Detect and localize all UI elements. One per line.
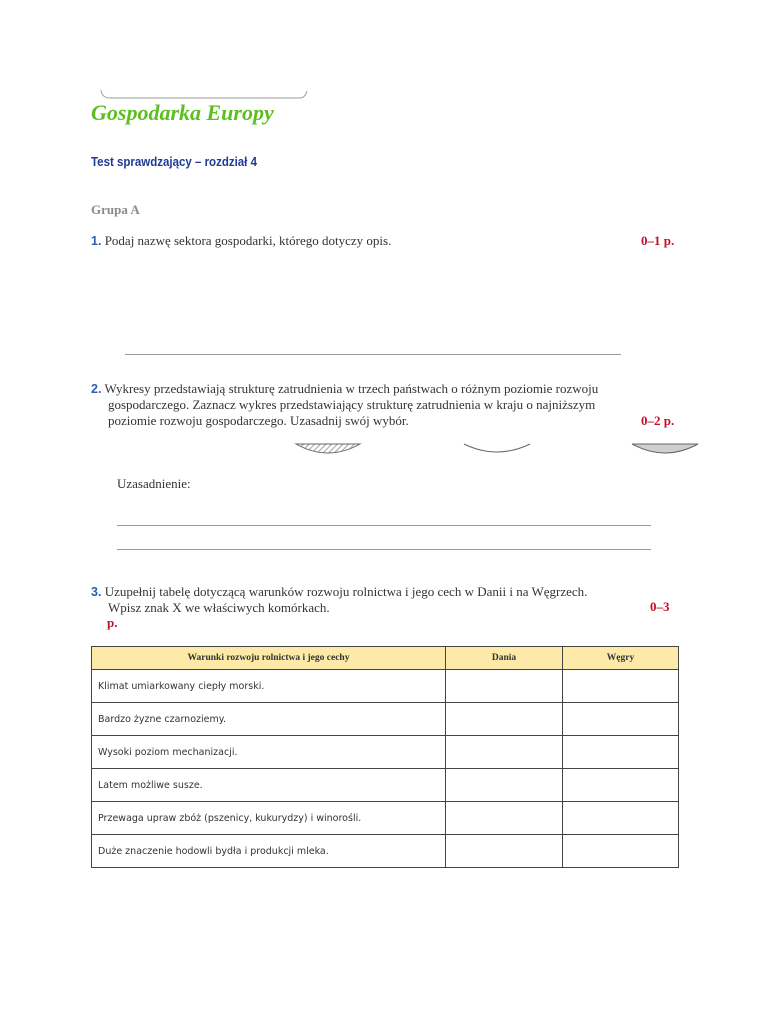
question-1 xyxy=(91,233,631,249)
header-conditions: Warunki rozwoju rolnictwa i jego cechy xyxy=(92,647,446,670)
table-row xyxy=(92,802,679,835)
table-row xyxy=(92,835,679,868)
cell-hungary[interactable] xyxy=(563,703,679,736)
question-2-number: 2. xyxy=(91,382,102,396)
question-3-points: 0–3 xyxy=(650,599,670,614)
question-3 xyxy=(91,584,651,616)
cell-denmark[interactable] xyxy=(446,670,563,703)
cell-hungary[interactable] xyxy=(563,670,679,703)
question-1-number: 1. xyxy=(91,234,102,248)
agriculture-table xyxy=(91,646,679,868)
question-2-points: 0–2 p. xyxy=(641,413,675,428)
test-subtitle: Test sprawdzający – rozdział 4 xyxy=(91,155,257,169)
question-2 xyxy=(91,381,651,429)
question-3-line-1: Uzupełnij tabelę dotyczącą warunków rozwoju rolnictwa i jego cech w Danii i na Węgrzech. xyxy=(104,584,588,599)
question-1-points: 0–1 p. xyxy=(641,233,675,248)
cell-hungary[interactable] xyxy=(563,769,679,802)
cell-denmark[interactable] xyxy=(446,835,563,868)
chart-b-fragment[interactable] xyxy=(464,444,530,452)
table-row xyxy=(92,703,679,736)
row-label: Przewaga upraw zbóż (pszenicy, kukurydzy) i winorośli. xyxy=(92,802,446,835)
cell-denmark[interactable] xyxy=(446,769,563,802)
cell-hungary[interactable] xyxy=(563,835,679,868)
answer-line-1[interactable] xyxy=(125,354,621,355)
cell-hungary[interactable] xyxy=(563,802,679,835)
page-title: Gospodarka Europy xyxy=(91,100,274,125)
question-1-text: Podaj nazwę sektora gospodarki, którego dotyczy opis. xyxy=(104,233,392,248)
row-label: Klimat umiarkowany ciepły morski. xyxy=(92,670,446,703)
row-label: Duże znaczenie hodowli bydła i produkcji mleka. xyxy=(92,835,446,868)
justification-label: Uzasadnienie: xyxy=(117,476,191,491)
table-row xyxy=(92,670,679,703)
employment-charts-cropped xyxy=(290,440,700,460)
table-row xyxy=(92,736,679,769)
question-2-line-3: poziomie rozwoju gospodarczego. Uzasadnij swój wybór. xyxy=(108,413,409,428)
question-3-points-unit: p. xyxy=(107,615,118,630)
justification-line-1[interactable] xyxy=(117,525,651,526)
question-2-line-1: Wykresy przedstawiają strukturę zatrudnienia w trzech państwach o różnym poziomie rozwoju xyxy=(104,381,599,396)
cell-denmark[interactable] xyxy=(446,703,563,736)
question-3-line-2: Wpisz znak X we właściwych komórkach. xyxy=(108,600,330,615)
row-label: Bardzo żyzne czarnoziemy. xyxy=(92,703,446,736)
cell-hungary[interactable] xyxy=(563,736,679,769)
row-label: Latem możliwe susze. xyxy=(92,769,446,802)
chart-c-fragment[interactable] xyxy=(632,444,698,453)
cell-denmark[interactable] xyxy=(446,802,563,835)
group-label: Grupa A xyxy=(91,202,140,217)
cell-denmark[interactable] xyxy=(446,736,563,769)
header-hungary: Węgry xyxy=(563,647,679,670)
justification-line-2[interactable] xyxy=(117,549,651,550)
table-header-row xyxy=(92,647,679,670)
question-2-line-2: gospodarczego. Zaznacz wykres przedstawiający strukturę zatrudnienia w kraju o najniższym xyxy=(108,397,596,412)
title-decoration xyxy=(100,88,308,100)
header-denmark: Dania xyxy=(446,647,563,670)
question-3-number: 3. xyxy=(91,585,102,599)
table-row xyxy=(92,769,679,802)
chart-a-fragment[interactable] xyxy=(296,444,360,453)
row-label: Wysoki poziom mechanizacji. xyxy=(92,736,446,769)
